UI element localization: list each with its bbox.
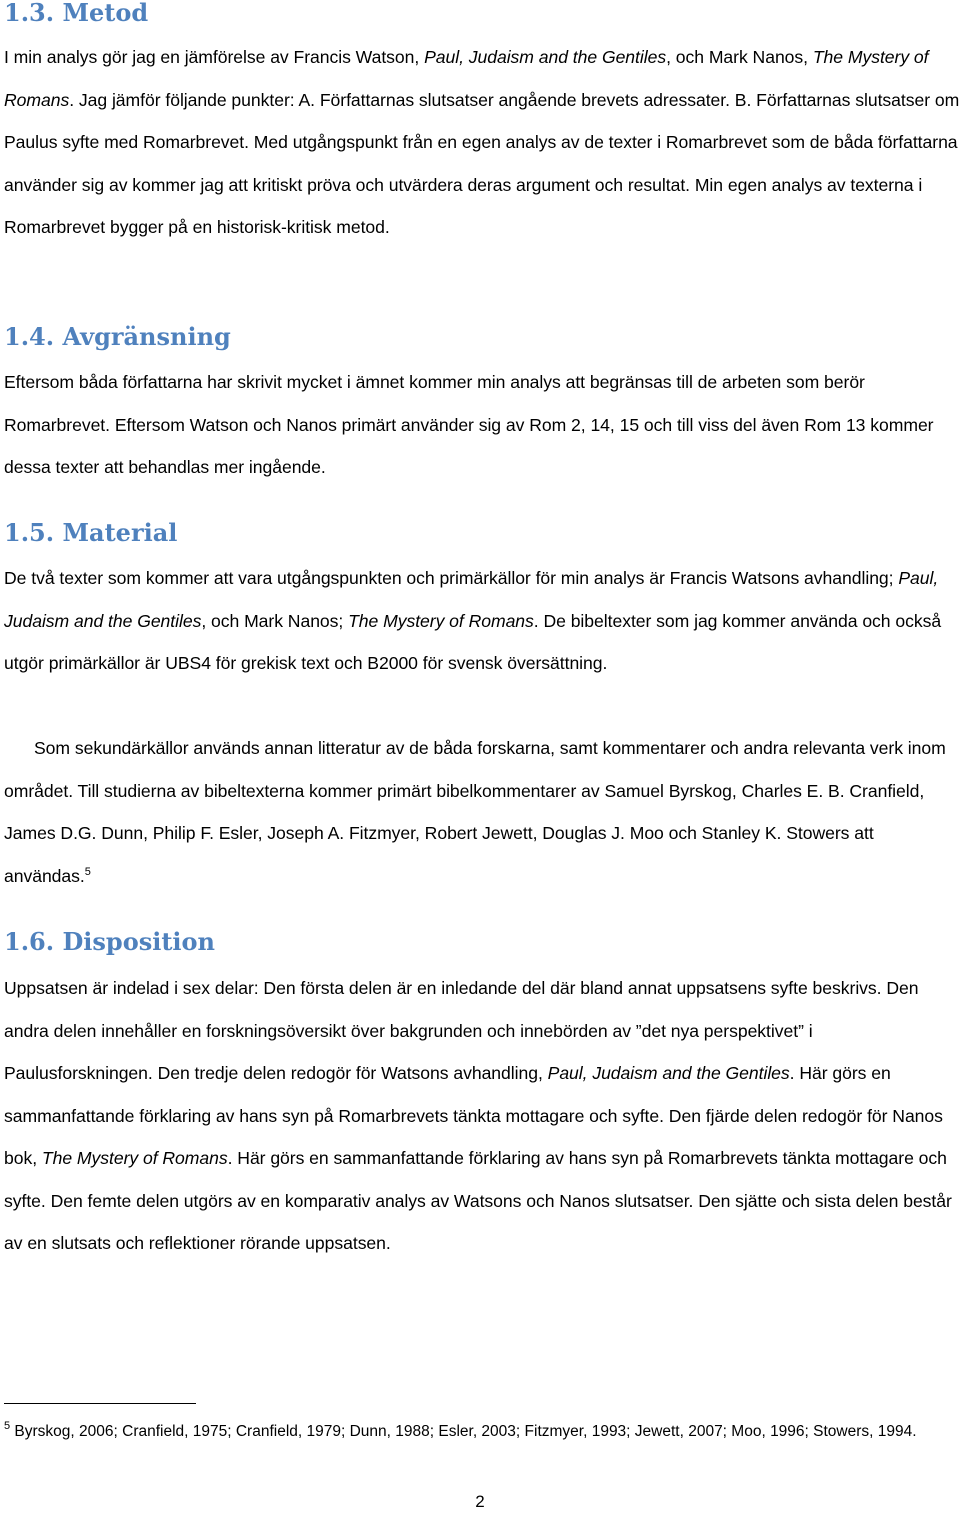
italic-title: The Mystery of Romans — [41, 1148, 228, 1168]
heading-number: 1.5. — [4, 518, 55, 547]
heading-number: 1.4. — [4, 322, 55, 351]
paragraph-metod — [4, 36, 960, 249]
text-run: . Här görs en sammanfattande förklaring av hans syn på Romarbrevets tänkta mottagare och syfte. Den fjärde delen redogör för Nanos bok, — [4, 1063, 943, 1168]
text-run: . Här görs en sammanfattande förklaring av hans syn på Romarbrevets tänkta mottagare och syfte. Den femte delen utgörs av en komparativ analys av Watsons och Nanos slutsatser. Den sjätte och sista delen består av en slutsats och reflektioner rörande uppsatsen. — [4, 1148, 952, 1253]
text-run: , och Mark Nanos; — [201, 610, 349, 631]
italic-title: The Mystery of Romans — [4, 47, 929, 110]
heading-material — [4, 519, 177, 547]
paragraph-disposition — [4, 967, 960, 1265]
paragraph-material-1 — [4, 557, 960, 685]
text-run: I min analys gör jag en jämförelse av Francis Watson, — [4, 47, 425, 67]
page-number: 2 — [475, 1492, 485, 1511]
footnote — [4, 1418, 954, 1445]
heading-title: Material — [62, 518, 178, 547]
italic-title: Paul, Judaism and the Gentiles — [4, 568, 939, 631]
footnote-separator — [4, 1403, 196, 1404]
text-run: Uppsatsen är indelad i sex delar: Den första delen är en inledande del där bland annat uppsatsens syfte beskrivs. Den andra delen innehåller en forskningsöversikt över bakgrunden och innebörden av ”det nya perspektivet” i Paulusforskningen. Den tredje delen redogör för Watsons avhandling, — [4, 978, 919, 1083]
paragraph-material-2 — [4, 727, 960, 897]
heading-avgransning — [4, 323, 231, 351]
text-run: , och Mark Nanos, — [666, 47, 813, 67]
heading-number: 1.3. — [4, 0, 55, 27]
heading-title: Disposition — [62, 927, 215, 956]
heading-metod — [4, 0, 148, 27]
text-run: Som sekundärkällor används annan litteratur av de båda forskarna, samt kommentarer och andra relevanta verk inom området. Till studierna av bibeltexterna kommer primärt bibelkommentarer av Samuel Byrskog, Charles E. B. Cranfield, James D.G. Dunn, Philip F. Esler, Joseph A. Fitzmyer, Robert Jewett, Douglas J. Moo och Stanley K. Stowers att användas. — [4, 738, 946, 886]
italic-title: The Mystery of Romans — [348, 610, 534, 631]
paragraph-avgransning: Eftersom båda författarna har skrivit mycket i ämnet kommer min analys att begränsas till de arbeten som berör Romarbrevet. Eftersom Watson och Nanos primärt använder sig av Rom 2, 14, 15 och till viss del även Rom 13 kommer dessa texter att behandlas mer ingående. — [4, 372, 934, 477]
italic-title: Paul, Judaism and the Gentiles — [424, 47, 667, 67]
heading-title: Metod — [62, 0, 149, 27]
heading-disposition — [4, 928, 215, 956]
text-run: . Jag jämför följande punkter: A. Författarnas slutsatser angående brevets adressater. B. Författarnas slutsatser om Paulus syfte med Romarbrevet. Med utgångspunkt från en egen analys av de texter i Romarbrevet som de båda författarna använder sig av kommer jag att kritiskt pröva och utvärdera deras argument och resultat. Min egen analys av texterna i Romarbrevet bygger på en historisk-kritisk metod. — [4, 89, 960, 237]
footnote-text: Byrskog, 2006; Cranfield, 1975; Cranfield, 1979; Dunn, 1988; Esler, 2003; Fitzmyer, 1993; Jewett, 2007; Moo, 1996; Stowers, 1994. — [10, 1423, 917, 1440]
footnote-marker: 5 — [4, 1420, 11, 1432]
heading-number: 1.6. — [4, 927, 55, 956]
footnote-reference[interactable]: 5 — [84, 865, 91, 878]
text-run: De två texter som kommer att vara utgångspunkten och primärkällor för min analys är Francis Watsons avhandling; — [4, 568, 899, 588]
text-run: . De bibeltexter som jag kommer använda och också utgör primärkällor är UBS4 för grekisk text och B2000 för svensk översättning. — [4, 610, 942, 673]
heading-title: Avgränsning — [62, 322, 231, 351]
italic-title: Paul, Judaism and the Gentiles — [547, 1063, 790, 1083]
